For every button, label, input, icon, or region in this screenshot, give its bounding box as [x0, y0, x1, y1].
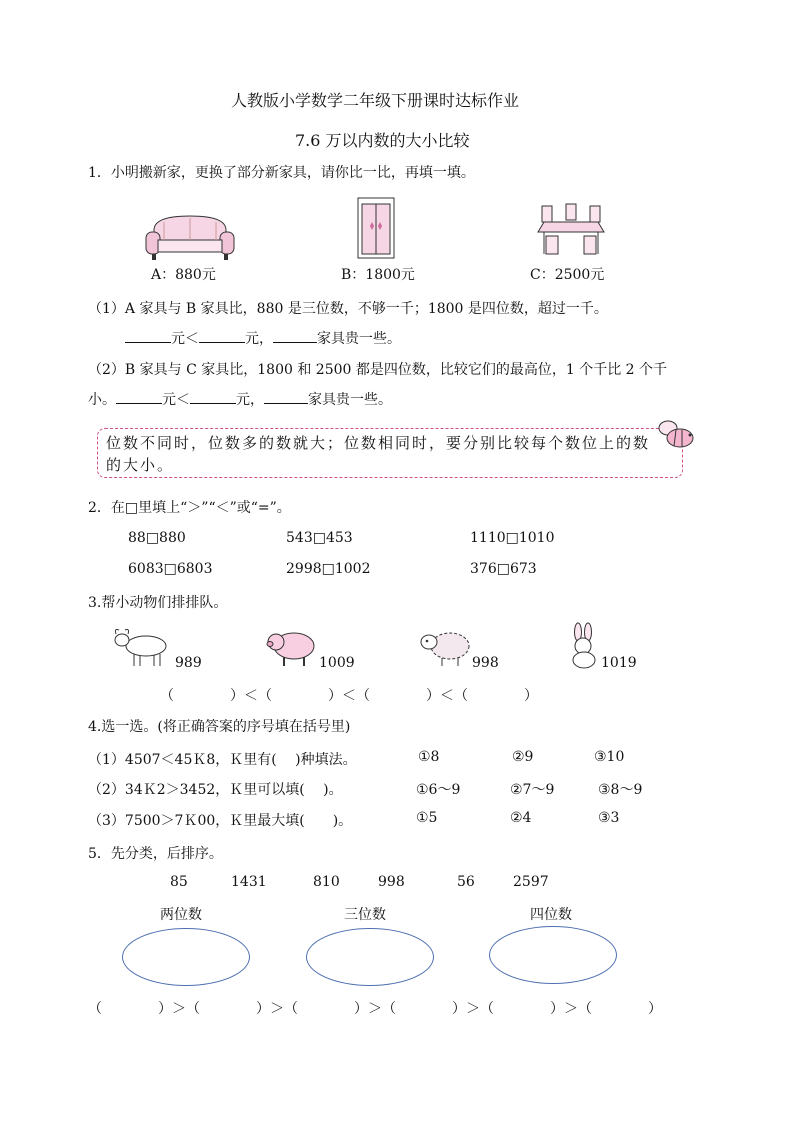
answer-blank[interactable]	[116, 403, 162, 404]
lesson-subtitle: 7.6 万以内数的大小比较	[295, 131, 470, 150]
q3-prompt: 3.帮小动物们排排队。	[88, 595, 228, 611]
q4-prompt: 4.选一选。(将正确答案的序号填在括号里)	[88, 719, 351, 735]
number-item: 1431	[231, 874, 267, 890]
answer-oval-four-digit[interactable]	[489, 926, 617, 984]
answer-blank[interactable]	[264, 403, 308, 404]
rabbit-value: 1019	[601, 655, 637, 671]
compare-item: 1110□1010	[470, 530, 555, 546]
answer-blank[interactable]	[199, 342, 245, 343]
answer-blank[interactable]	[190, 403, 236, 404]
option[interactable]: ①6～9	[416, 782, 461, 798]
sofa-icon	[144, 212, 236, 262]
answer-blank[interactable]	[125, 342, 171, 343]
cow-value: 989	[175, 655, 202, 671]
sheep-icon	[418, 626, 474, 668]
q2-prompt: 2．在□里填上“＞”“＜”或“=”。	[88, 500, 291, 516]
answer-oval-three-digit[interactable]	[306, 928, 434, 986]
wardrobe-icon	[356, 196, 396, 260]
q4-item-3: （3）7500＞7Ｋ00，Ｋ里最大填( )。	[88, 813, 353, 829]
number-item: 85	[170, 874, 188, 890]
q4-item-1: （1）4507＜45Ｋ8，Ｋ里有( )种填法。	[88, 752, 357, 768]
q5-prompt: 5．先分类，后排序。	[88, 846, 223, 862]
option[interactable]: ③3	[598, 810, 620, 826]
item-b-label: B：1800元	[341, 267, 415, 283]
q3-order-line[interactable]: （ ）＜（ ）＜（ ）＜（ ）	[160, 688, 538, 704]
option[interactable]: ③10	[594, 749, 625, 765]
item-c-label: C：2500元	[530, 267, 605, 283]
compare-item: 543□453	[286, 530, 353, 546]
option[interactable]: ②7～9	[510, 782, 555, 798]
sheep-value: 998	[472, 655, 499, 671]
pig-value: 1009	[319, 655, 355, 671]
tip-text: 位数不同时，位数多的数就大；位数相同时，要分别比较每个数位上的数的大小。	[106, 434, 651, 474]
number-item: 2597	[513, 874, 549, 890]
cow-icon	[112, 626, 172, 670]
rabbit-icon	[566, 624, 604, 670]
q1-sub1-fill: 元＜ 元， 家具贵一些。	[125, 328, 401, 348]
q1-sub2-text: （2）B 家具与 C 家具比，1800 和 2500 都是四位数，比较它们的最高位，1 个千比 2 个千	[88, 362, 668, 378]
compare-item: 376□673	[470, 561, 537, 577]
q1-sub1-text: （1）A 家具与 B 家具比，880 是三位数，不够一千；1800 是四位数，超过一千。	[88, 301, 608, 317]
q1-sub2-fill: 小。 元＜ 元， 家具贵一些。	[88, 392, 392, 408]
q1-prompt: 1．小明搬新家，更换了部分新家具，请你比一比，再填一填。	[88, 165, 475, 181]
compare-item: 88□880	[128, 530, 186, 546]
tip-box	[97, 428, 683, 478]
pig-icon	[264, 626, 320, 670]
compare-item: 2998□1002	[286, 561, 371, 577]
option[interactable]: ③8～9	[598, 782, 643, 798]
bee-icon	[652, 418, 698, 452]
answer-blank[interactable]	[273, 342, 317, 343]
number-item: 56	[457, 874, 475, 890]
answer-oval-two-digit[interactable]	[122, 928, 250, 986]
option[interactable]: ②4	[510, 810, 532, 826]
dining-table-icon	[532, 202, 610, 258]
group-label-four-digit: 四位数	[530, 907, 572, 923]
compare-item: 6083□6803	[128, 561, 213, 577]
option[interactable]: ①8	[418, 749, 440, 765]
group-label-three-digit: 三位数	[344, 907, 386, 923]
number-item: 998	[378, 874, 405, 890]
q4-item-2: （2）34Ｋ2＞3452，Ｋ里可以填( )。	[88, 782, 343, 798]
group-label-two-digit: 两位数	[160, 907, 202, 923]
q5-order-line[interactable]: （ ）＞（ ）＞（ ）＞（ ）＞（ ）＞（ ）	[88, 1001, 662, 1017]
option[interactable]: ①5	[416, 810, 438, 826]
page-title: 人教版小学数学二年级下册课时达标作业	[231, 91, 520, 110]
number-item: 810	[313, 874, 340, 890]
option[interactable]: ②9	[512, 749, 534, 765]
item-a-label: A：880元	[151, 267, 216, 283]
